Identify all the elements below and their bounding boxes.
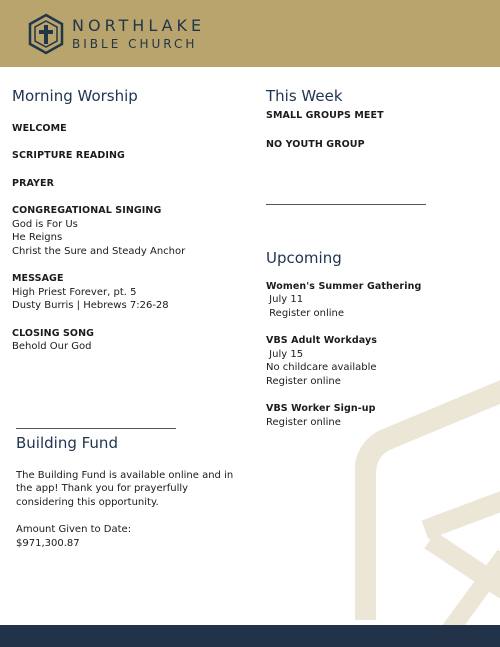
message-speaker: Dusty Burris | Hebrews 7:26-28 [12,300,169,311]
this-week-item: SMALL GROUPS MEET [266,109,384,121]
building-fund-section [16,434,238,550]
building-fund-heading: Building Fund [16,434,118,452]
event-title: VBS Worker Sign-up [266,403,376,414]
message-label: MESSAGE [12,273,64,284]
building-fund-body: The Building Fund is available online and in the app! Thank you for prayerfully considering this opportunity. [16,469,234,508]
brand-name: NORTHLAKE [72,16,206,35]
event-date: July 11 [266,294,304,305]
event-title: VBS Adult Workdays [266,335,377,346]
upcoming-heading: Upcoming [266,249,342,267]
welcome-item: WELCOME [12,122,67,134]
this-week-section [266,87,466,152]
amount-value: $971,300.87 [16,537,80,549]
this-week-item: NO YOUTH GROUP [266,139,365,150]
divider [266,204,426,205]
brand-subtitle: BIBLE CHURCH [72,37,198,51]
divider [16,428,176,429]
event-note: No childcare available [266,362,377,373]
header-banner [0,0,500,67]
congregational-singing-label: CONGREGATIONAL SINGING [12,205,162,216]
event-title: Women's Summer Gathering [266,280,422,292]
message-title: High Priest Forever, pt. 5 [12,286,137,298]
event-note: Register online [266,416,341,428]
prayer-item: PRAYER [12,177,55,189]
morning-worship-heading: Morning Worship [12,87,138,105]
this-week-heading: This Week [266,87,343,105]
event-date: July 15 [266,348,304,360]
song-item: God is For Us [12,218,78,230]
amount-label: Amount Given to Date: [16,524,132,535]
shield-cross-icon [27,13,65,55]
upcoming-section [266,249,466,429]
closing-song-label: CLOSING SONG [12,327,95,339]
song-item: He Reigns [12,232,63,243]
closing-song: Behold Our God [12,341,92,352]
footer-bar [0,625,500,647]
morning-worship-section [12,87,242,354]
scripture-reading-item: SCRIPTURE READING [12,150,125,161]
song-item: Christ the Sure and Steady Anchor [12,245,186,257]
event-note: Register online [266,375,341,387]
event-note: Register online [266,307,345,319]
